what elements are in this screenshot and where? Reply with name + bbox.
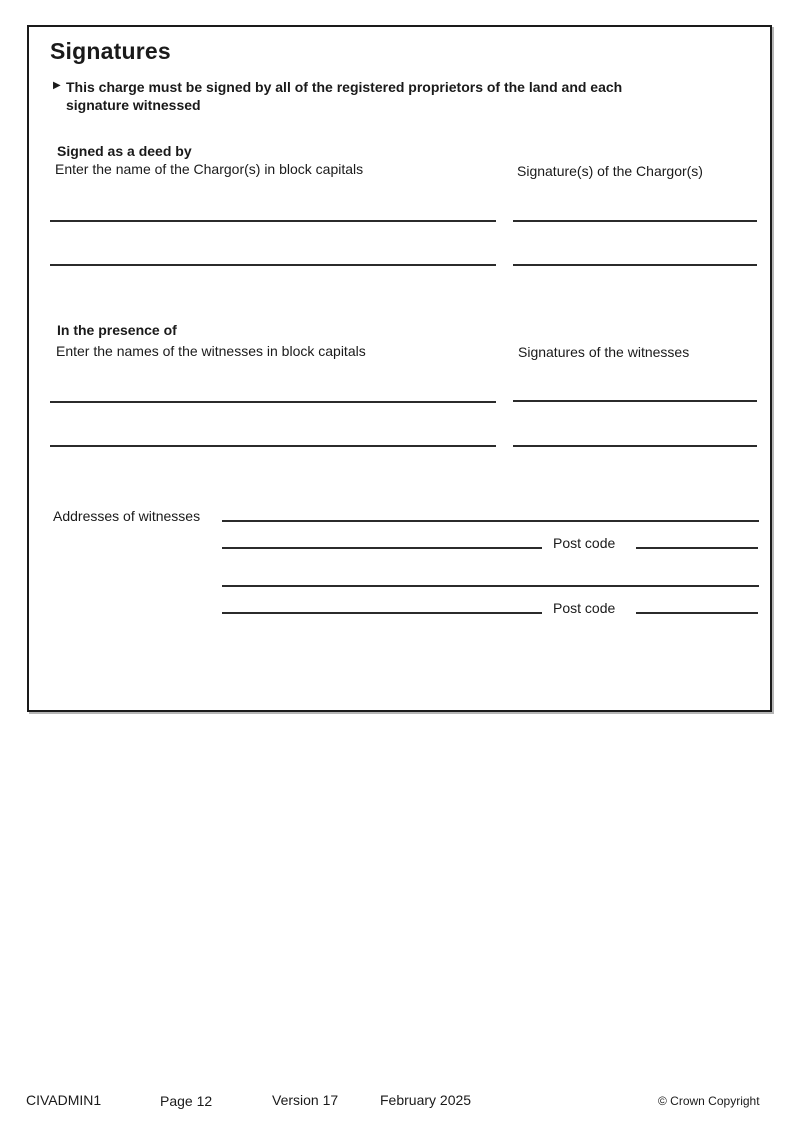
- chargor-name-line-2[interactable]: [50, 264, 496, 266]
- address-line-1[interactable]: [222, 520, 759, 522]
- instruction-bullet-block: [53, 78, 733, 114]
- chargor-name-label: Enter the name of the Chargor(s) in block capitals: [55, 161, 364, 177]
- chargor-signature-label: Signature(s) of the Chargor(s): [517, 163, 703, 179]
- page-title: Signatures: [50, 38, 171, 64]
- postcode-line-1[interactable]: [636, 547, 758, 549]
- witness-signature-line-1[interactable]: [513, 400, 757, 402]
- postcode-label-1: Post code: [553, 535, 616, 551]
- chargor-signature-line-2[interactable]: [513, 264, 757, 266]
- footer-date: February 2025: [380, 1092, 472, 1108]
- footer-form-code: CIVADMIN1: [26, 1092, 102, 1108]
- instruction-text-line1: This charge must be signed by all of the registered proprietors of the land and each: [66, 79, 623, 95]
- postcode-line-2[interactable]: [636, 612, 758, 614]
- witness-signature-line-2[interactable]: [513, 445, 757, 447]
- chargor-name-line-1[interactable]: [50, 220, 496, 222]
- witness-section-heading: In the presence of: [57, 322, 177, 338]
- instruction-text-line2: signature witnessed: [66, 97, 201, 113]
- addresses-label: Addresses of witnesses: [53, 508, 201, 524]
- bullet-arrow-icon: ▶: [53, 80, 61, 91]
- chargor-section-heading: Signed as a deed by: [57, 143, 192, 159]
- postcode-label-2: Post code: [553, 600, 616, 616]
- footer-page-number: Page 12: [160, 1093, 213, 1109]
- signatures-panel: [27, 25, 772, 712]
- chargor-signature-line-1[interactable]: [513, 220, 757, 222]
- address-line-3[interactable]: [222, 585, 759, 587]
- witness-name-label: Enter the names of the witnesses in block capitals: [56, 343, 366, 359]
- witness-signature-label: Signatures of the witnesses: [518, 344, 690, 360]
- footer-version: Version 17: [272, 1092, 339, 1108]
- address-line-4[interactable]: [222, 612, 542, 614]
- footer-copyright: © Crown Copyright: [658, 1094, 760, 1108]
- witness-name-line-1[interactable]: [50, 401, 496, 403]
- address-line-2[interactable]: [222, 547, 542, 549]
- witness-name-line-2[interactable]: [50, 445, 496, 447]
